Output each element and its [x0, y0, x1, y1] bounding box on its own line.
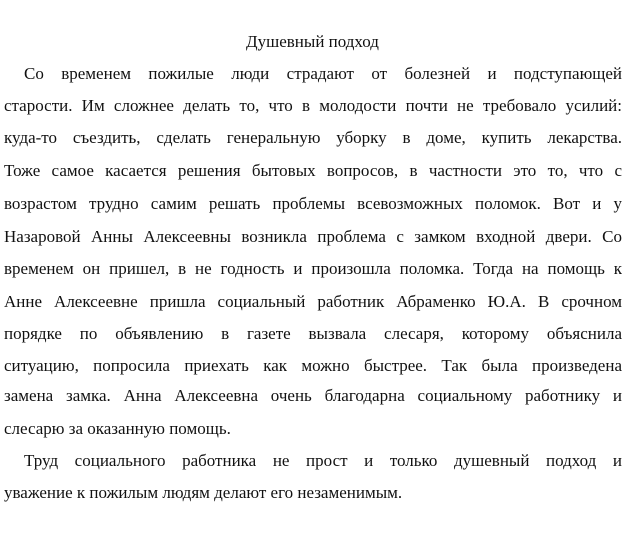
paragraph-2-line-2: уважение к пожилым людям делают его незаменимым.: [4, 483, 403, 502]
document-title: Душевный подход: [246, 32, 379, 51]
paragraph-1-line-4: Тоже самое касается решения бытовых вопросов, в частности это то, что с: [4, 161, 622, 180]
paragraph-1-line-10: ситуацию, попросила приехать как можно быстрее. Так была произведена: [4, 356, 622, 375]
paragraph-1-line-5: возрастом трудно самим решать проблемы всевозможных поломок. Вот и у: [4, 194, 622, 213]
paragraph-1-line-8: Анне Алексеевне пришла социальный работник Абраменко Ю.А. В срочном: [4, 292, 622, 311]
paragraph-1-line-1: Со временем пожилые люди страдают от болезней и подступающей: [24, 64, 622, 83]
paragraph-1-line-7: временем он пришел, в не годность и произошла поломка. Тогда на помощь к: [4, 259, 622, 278]
paragraph-1-line-6: Назаровой Анны Алексеевны возникла проблема с замком входной двери. Со: [4, 227, 622, 246]
paragraph-1-line-9: порядке по объявлению в газете вызвала слесаря, которому объяснила: [4, 324, 622, 343]
paragraph-2-line-1: Труд социального работника не прост и только душевный подход и: [24, 451, 622, 470]
paragraph-1-line-2: старости. Им сложнее делать то, что в молодости почти не требовало усилий:: [4, 96, 622, 115]
paragraph-1-line-11: замена замка. Анна Алексеевна очень благодарна социальному работнику и: [4, 386, 622, 405]
paragraph-1-line-3: куда-то съездить, сделать генеральную уборку в доме, купить лекарства.: [4, 128, 622, 147]
paragraph-1-line-12: слесарю за оказанную помощь.: [4, 419, 231, 438]
